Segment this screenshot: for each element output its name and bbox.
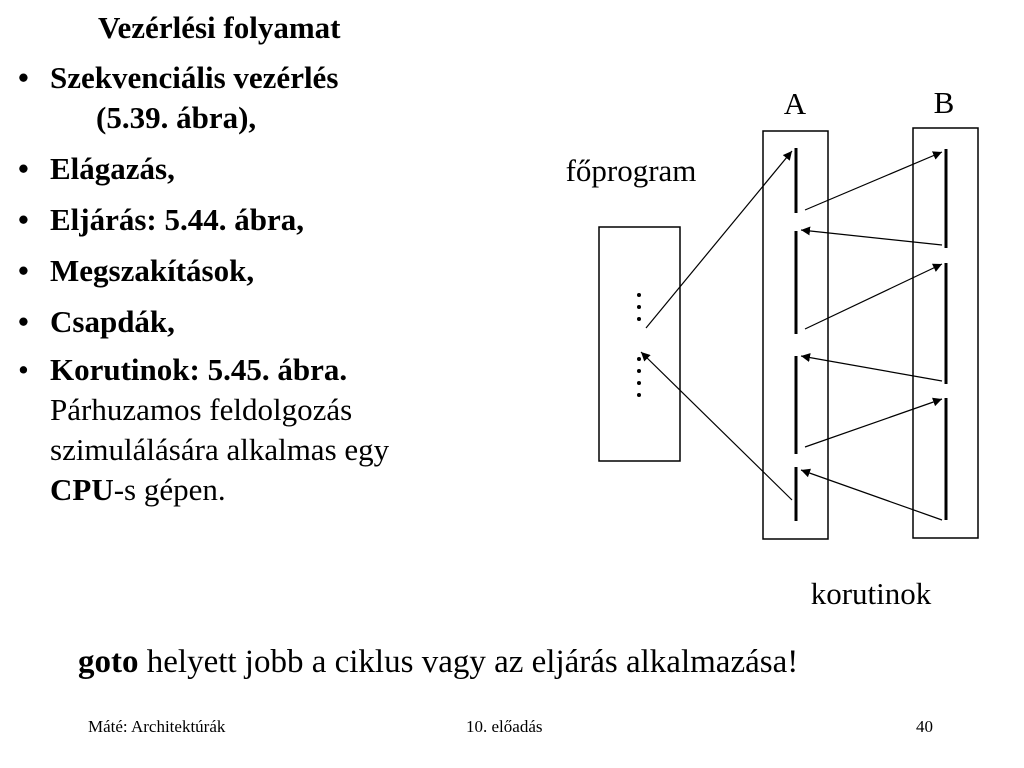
goto-note-text: helyett jobb a ciklus vagy az eljárás alkalmazása!: [138, 644, 799, 680]
footer-page-number: 40: [916, 717, 933, 736]
footer-lecture: 10. előadás: [466, 717, 543, 736]
main-program-dots: [637, 293, 641, 397]
footer-author: Máté: Architektúrák: [88, 717, 226, 736]
bullet-sequential-ref: (5.39. ábra),: [96, 100, 257, 135]
bullet-traps-text: Csapdák,: [50, 304, 175, 339]
goto-keyword: goto: [78, 644, 139, 680]
control-arrows: [641, 151, 942, 520]
bullet-branching-text: Elágazás,: [50, 151, 175, 186]
label-b: B: [933, 85, 955, 120]
bullet-interrupts-text: Megszakítások,: [50, 253, 255, 288]
label-main-program: főprogram: [565, 153, 697, 188]
goto-note: [78, 640, 798, 684]
bullet-procedure-text: Eljárás: 5.44. ábra,: [50, 202, 305, 237]
bullet-coroutines-line2: Párhuzamos feldolgozás: [50, 392, 353, 427]
main-program-box: [599, 227, 680, 461]
label-a: A: [783, 86, 807, 121]
bullet-coroutines-line3: szimulálására alkalmas egy: [50, 432, 390, 467]
cpu-term: CPU: [50, 472, 114, 507]
bullet-sequential-text: Szekvenciális vezérlés: [50, 60, 339, 95]
label-coroutines: korutinok: [810, 576, 932, 611]
cpu-rest: -s gépen.: [113, 472, 226, 507]
bullet-coroutines-head: • Korutinok: 5.45. ábra.: [50, 352, 348, 387]
slide-title: Vezérlési folyamat: [98, 10, 341, 45]
